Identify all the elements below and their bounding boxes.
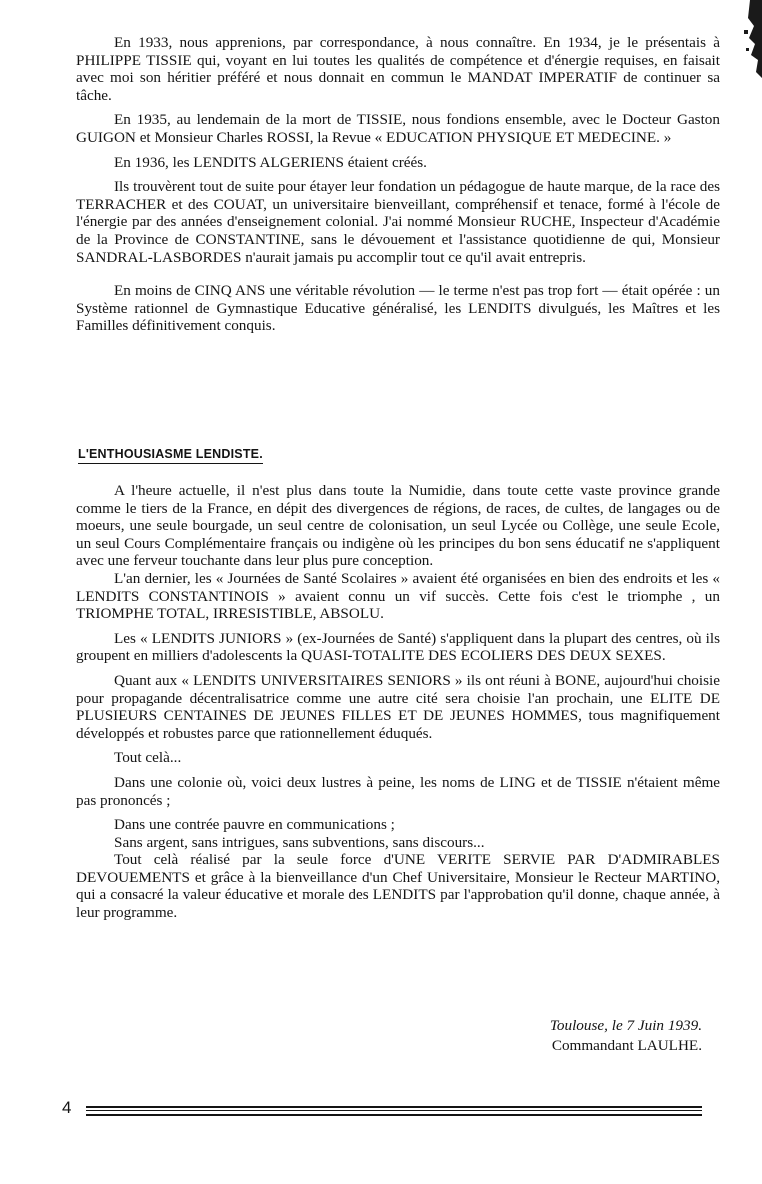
paragraph: Dans une colonie où, voici deux lustres à peine, les noms de LING et de TISSIE n'étaient même pas prononcés ; xyxy=(76,773,720,809)
section-heading xyxy=(78,447,263,461)
paragraph: L'an dernier, les « Journées de Santé Scolaires » avaient été organisées en bien des endroits et les « LENDITS CONSTANTINOIS » avaient connu un vif succès. Cette fois c'est le triomphe , un TRIOMPHE TOTAL, IRRESISTIBLE, ABSOLU. xyxy=(76,569,720,623)
paragraph: En 1935, au lendemain de la mort de TISSIE, nous fondions ensemble, avec le Docteur Gaston GUIGON et Monsieur Charles ROSSI, la Revue « EDUCATION PHYSIQUE ET MEDECINE. » xyxy=(76,111,720,146)
signature-author: Commandant LAULHE. xyxy=(551,1037,702,1054)
footer-rule xyxy=(86,1106,702,1108)
enthusiasm-section xyxy=(76,482,720,922)
footer-rule xyxy=(86,1114,702,1116)
page-number: 4 xyxy=(62,1098,72,1117)
intro-section xyxy=(76,34,720,335)
paragraph: Tout celà... xyxy=(114,749,182,767)
paragraph: Tout celà réalisé par la seule force d'UNE VERITE SERVIE PAR D'ADMIRABLES DEVOUEMENTS et grâce à la bienveillance d'un Chef Universitaire, Monsieur le Recteur MARTINO, qui a consacré la valeur éducative et morale des LENDITS par l'approbation qu'il donne, chaque année, à leur programme. xyxy=(76,851,720,922)
paragraph: A l'heure actuelle, il n'est plus dans toute la Numidie, dans toute cette vaste province grande comme le tiers de la France, en dépit des divergences de régions, de races, de cultes, de langages ou de moeurs, une seule bourgade, un seul centre de colonisation, un seul Lycée ou Collège, une seule Ecole, un seul Cours Complémentaire français ou indigène où les principes du bon sens éducatif ne s'appliquent avec une ferveur touchante dans leur plus pure conception. xyxy=(76,482,720,570)
paragraph: Sans argent, sans intrigues, sans subventions, sans discours... xyxy=(114,833,485,851)
paragraph: En moins de CINQ ANS une véritable révolution — le terme n'est pas trop fort — était opérée : un Système rationnel de Gymnastique Educative généralisé, les LENDITS divulgués, les Maîtres et les Familles définitivement conquis. xyxy=(76,282,720,335)
section-heading-text: L'ENTHOUSIASME LENDISTE. xyxy=(78,447,263,464)
paragraph: Dans une contrée pauvre en communications ; xyxy=(114,816,395,834)
signature-block xyxy=(550,1016,702,1056)
footer-rule xyxy=(86,1110,702,1111)
signature-place-date: Toulouse, le 7 Juin 1939. xyxy=(549,1017,702,1034)
paragraph: Quant aux « LENDITS UNIVERSITAIRES SENIORS » ils ont réuni à BONE, aujourd'hui choisie pour propagande décentralisatrice comme une autre cité sera choisie l'an prochain, une ELITE DE PLUSIEURS CENTAINES DE JEUNES FILLES ET DE JEUNES HOMMES, tous magnifiquement développés et robustes parce que rationnellement éduqués. xyxy=(76,671,720,742)
paragraph: Les « LENDITS JUNIORS » (ex-Journées de Santé) s'appliquent dans la plupart des centres, où ils groupent en milliers d'adolescents la QUASI-TOTALITE DES ECOLIERS DES DEUX SEXES. xyxy=(76,629,720,665)
scan-edge-mark xyxy=(736,0,762,120)
paragraph: En 1936, les LENDITS ALGERIENS étaient créés. xyxy=(114,153,427,171)
paragraph: En 1933, nous apprenions, par correspondance, à nous connaître. En 1934, je le présentais à PHILIPPE TISSIE qui, voyant en lui toutes les qualités de compétence et d'énergie requises, en faisait avec moi son héritier préféré et nous donnait en commun le MANDAT IMPERATIF de continuer sa tâche. xyxy=(76,34,720,104)
paragraph: Ils trouvèrent tout de suite pour étayer leur fondation un pédagogue de haute marque, de la race des TERRACHER et des COUAT, un universitaire bienveillant, compréhensif et tenace, formé à l'école de l'énergie par des années d'enseignement colonial. J'ai nommé Monsieur RUCHE, Inspecteur d'Académie de la Province de CONSTANTINE, sans le dévouement et l'assistance quotidienne de qui, Monsieur SANDRAL-LASBORDES n'aurait jamais pu accomplir tout ce qu'il avait entrepris. xyxy=(76,178,720,266)
